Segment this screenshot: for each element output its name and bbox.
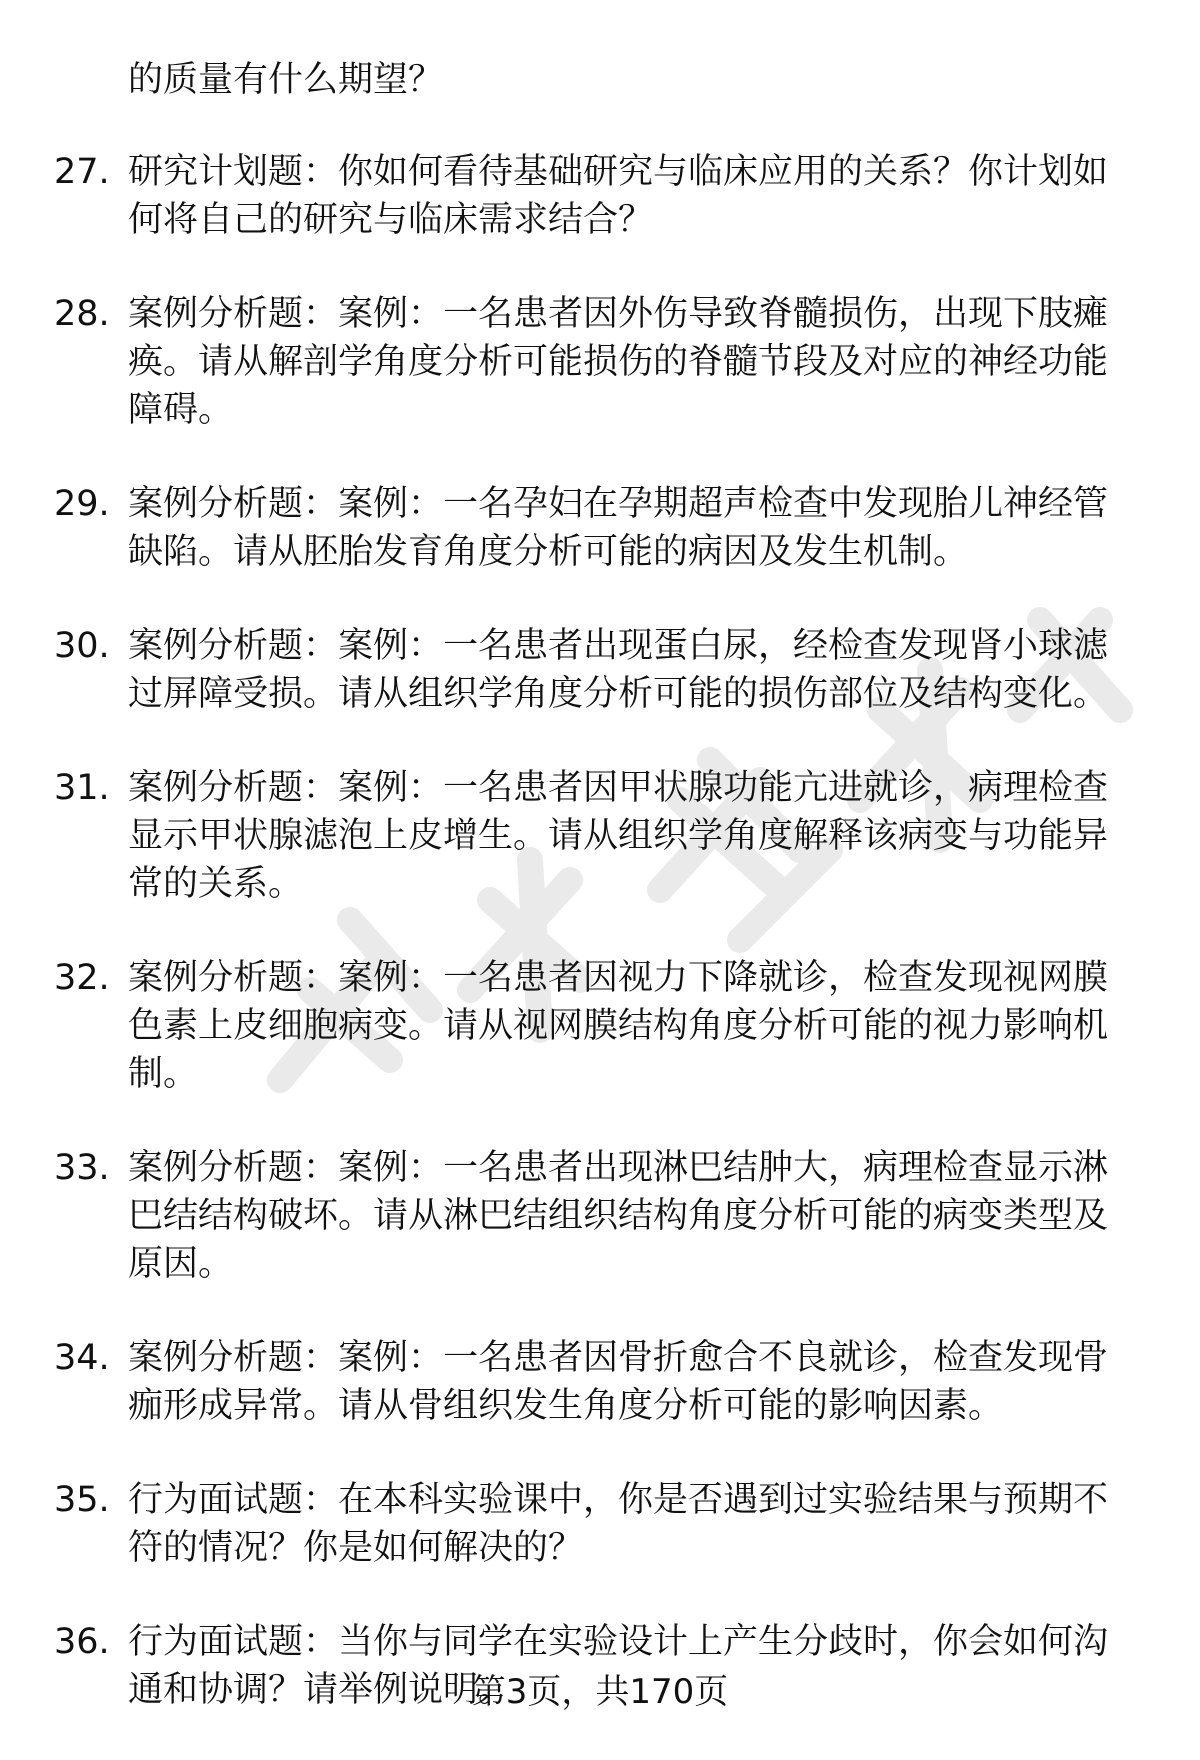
question-text: 案例分析题：案例：一名孕妇在孕期超声检查中发现胎儿神经管缺陷。请从胚胎发育角度分析可能的病因及发生机制。	[128, 484, 1109, 572]
question-number: 34.	[54, 1338, 110, 1378]
question-number: 33.	[54, 1148, 110, 1188]
question-text: 案例分析题：案例：一名患者出现蛋白尿，经检查发现肾小球滤过屏障受损。请从组织学角度分析可能的损伤部位及结构变化。	[128, 626, 1109, 714]
question-item	[0, 764, 1200, 908]
question-text: 行为面试题：在本科实验课中，你是否遇到过实验结果与预期不符的情况？你是如何解决的？	[128, 1480, 1109, 1568]
continuation-text: 的质量有什么期望？	[128, 60, 444, 100]
question-item	[0, 480, 1200, 576]
question-number: 31.	[54, 768, 110, 808]
question-item	[0, 954, 1200, 1098]
question-list	[0, 148, 1200, 1760]
question-number: 36.	[54, 1622, 110, 1662]
question-item	[0, 1144, 1200, 1288]
question-number: 30.	[54, 626, 110, 666]
question-item	[0, 1476, 1200, 1572]
question-number: 28.	[54, 294, 110, 334]
question-number: 32.	[54, 958, 110, 998]
question-text: 案例分析题：案例：一名患者因视力下降就诊，检查发现视网膜色素上皮细胞病变。请从视网膜结构角度分析可能的视力影响机制。	[128, 958, 1109, 1094]
question-text: 案例分析题：案例：一名患者因甲状腺功能亢进就诊，病理检查显示甲状腺滤泡上皮增生。请从组织学角度解释该病变与功能异常的关系。	[128, 768, 1109, 904]
question-item	[0, 148, 1200, 244]
question-item	[0, 1334, 1200, 1430]
question-text: 案例分析题：案例：一名患者因骨折愈合不良就诊，检查发现骨痂形成异常。请从骨组织发生角度分析可能的影响因素。	[128, 1338, 1109, 1426]
question-text: 行为面试题：当你与同学在实验设计上产生分歧时，你会如何沟通和协调？请举例说明。	[128, 1622, 1109, 1710]
question-number: 29.	[54, 484, 110, 524]
question-number: 27.	[54, 152, 110, 192]
page-footer: 第3页，共170页	[471, 1672, 729, 1712]
question-number: 35.	[54, 1480, 110, 1520]
question-item	[0, 290, 1200, 434]
question-item	[0, 622, 1200, 718]
question-text: 研究计划题：你如何看待基础研究与临床应用的关系？你计划如何将自己的研究与临床需求结合？	[128, 152, 1109, 240]
question-text: 案例分析题：案例：一名患者出现淋巴结肿大，病理检查显示淋巴结结构破坏。请从淋巴结组织结构角度分析可能的病变类型及原因。	[128, 1148, 1109, 1284]
question-text: 案例分析题：案例：一名患者因外伤导致脊髓损伤，出现下肢瘫痪。请从解剖学角度分析可能损伤的脊髓节段及对应的神经功能障碍。	[128, 294, 1109, 430]
